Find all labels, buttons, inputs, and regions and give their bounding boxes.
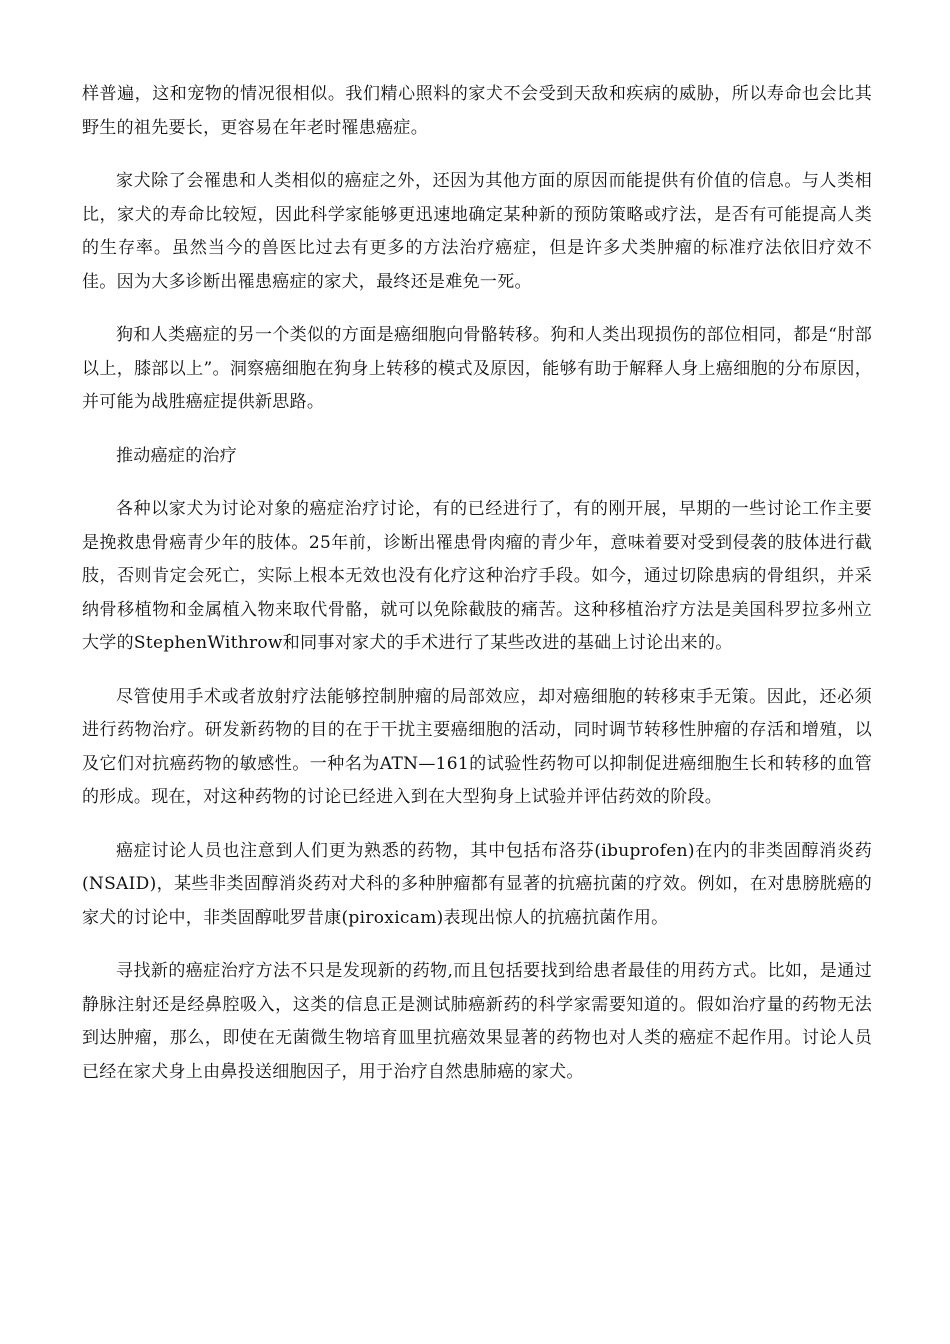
- paragraph-limb-sparing: 各种以家犬为讨论对象的癌症治疗讨论，有的已经进行了，有的刚开展，早期的一些讨论工作主要是挽救患骨癌青少年的肢体。25年前，诊断出罹患骨肉瘤的青少年，意味着要对受到侵袭的肢体进行截肢，否则肯定会死亡，实际上根本无效也没有化疗这种治疗手段。如今，通过切除患病的骨组织，并采纳骨移植物和金属植入物来取代骨骼，就可以免除截肢的痛苦。这种移植治疗方法是美国科罗拉多州立大学的StephenWithrow和同事对家犬的手术进行了某些改进的基础上讨论出来的。: [82, 499, 872, 653]
- paragraph-nsaid: 癌症讨论人员也注意到人们更为熟悉的药物，其中包括布洛芬(ibuprofen)在内的非类固醇消炎药(NSAID)，某些非类固醇消炎药对犬科的多种肿瘤都有显著的抗癌抗菌的疗效。例如，在对患膀胱癌的家犬的讨论中，非类固醇吡罗昔康(piroxicam)表现出惊人的抗癌抗菌作用。: [82, 840, 872, 928]
- section-heading: 推动癌症的治疗: [116, 445, 238, 466]
- paragraph-dog-lifespan: 家犬除了会罹患和人类相似的癌症之外，还因为其他方面的原因而能提供有价值的信息。与人类相比，家犬的寿命比较短，因此科学家能够更迅速地确定某种新的预防策略或疗法，是否有可能提高人类的生存率。虽然当今的兽医比过去有更多的方法治疗癌症，但是许多犬类肿瘤的标准疗法依旧疗效不佳。因为大多诊断出罹患癌症的家犬，最终还是难免一死。: [82, 171, 872, 292]
- paragraph-bone-metastasis: 狗和人类癌症的另一个类似的方面是癌细胞向骨骼转移。狗和人类出现损伤的部位相同，都是“肘部以上，膝部以上”。洞察癌细胞在狗身上转移的模式及原因，能够有助于解释人身上癌细胞的分布原因，并可能为战胜癌症提供新思路。: [82, 325, 872, 412]
- paragraph-continuation: 样普遍，这和宠物的情况很相似。我们精心照料的家犬不会受到天敌和疾病的威胁，所以寿命也会比其野生的祖先要长，更容易在年老时罹患癌症。: [82, 84, 872, 138]
- paragraph-delivery-method: 寻找新的癌症治疗方法不只是发现新的药物,而且包括要找到给患者最佳的用药方式。比如，是通过静脉注射还是经鼻腔吸入，这类的信息正是测试肺癌新药的科学家需要知道的。假如治疗量的药物无法到达肿瘤，那么，即使在无菌微生物培育皿里抗癌效果显著的药物也对人类的癌症不起作用。讨论人员已经在家犬身上由鼻投送细胞因子，用于治疗自然患肺癌的家犬。: [82, 961, 872, 1082]
- paragraph-drug-therapy: 尽管使用手术或者放射疗法能够控制肿瘤的局部效应，却对癌细胞的转移束手无策。因此，还必须进行药物治疗。研发新药物的目的在于干扰主要癌细胞的活动，同时调节转移性肿瘤的存活和增殖，以及它们对抗癌药物的敏感性。一种名为ATN—161的试验性药物可以抑制促进癌细胞生长和转移的血管的形成。现在，对这种药物的讨论已经进入到在大型狗身上试验并评估药效的阶段。: [82, 686, 872, 807]
- document-body: [82, 78, 872, 1109]
